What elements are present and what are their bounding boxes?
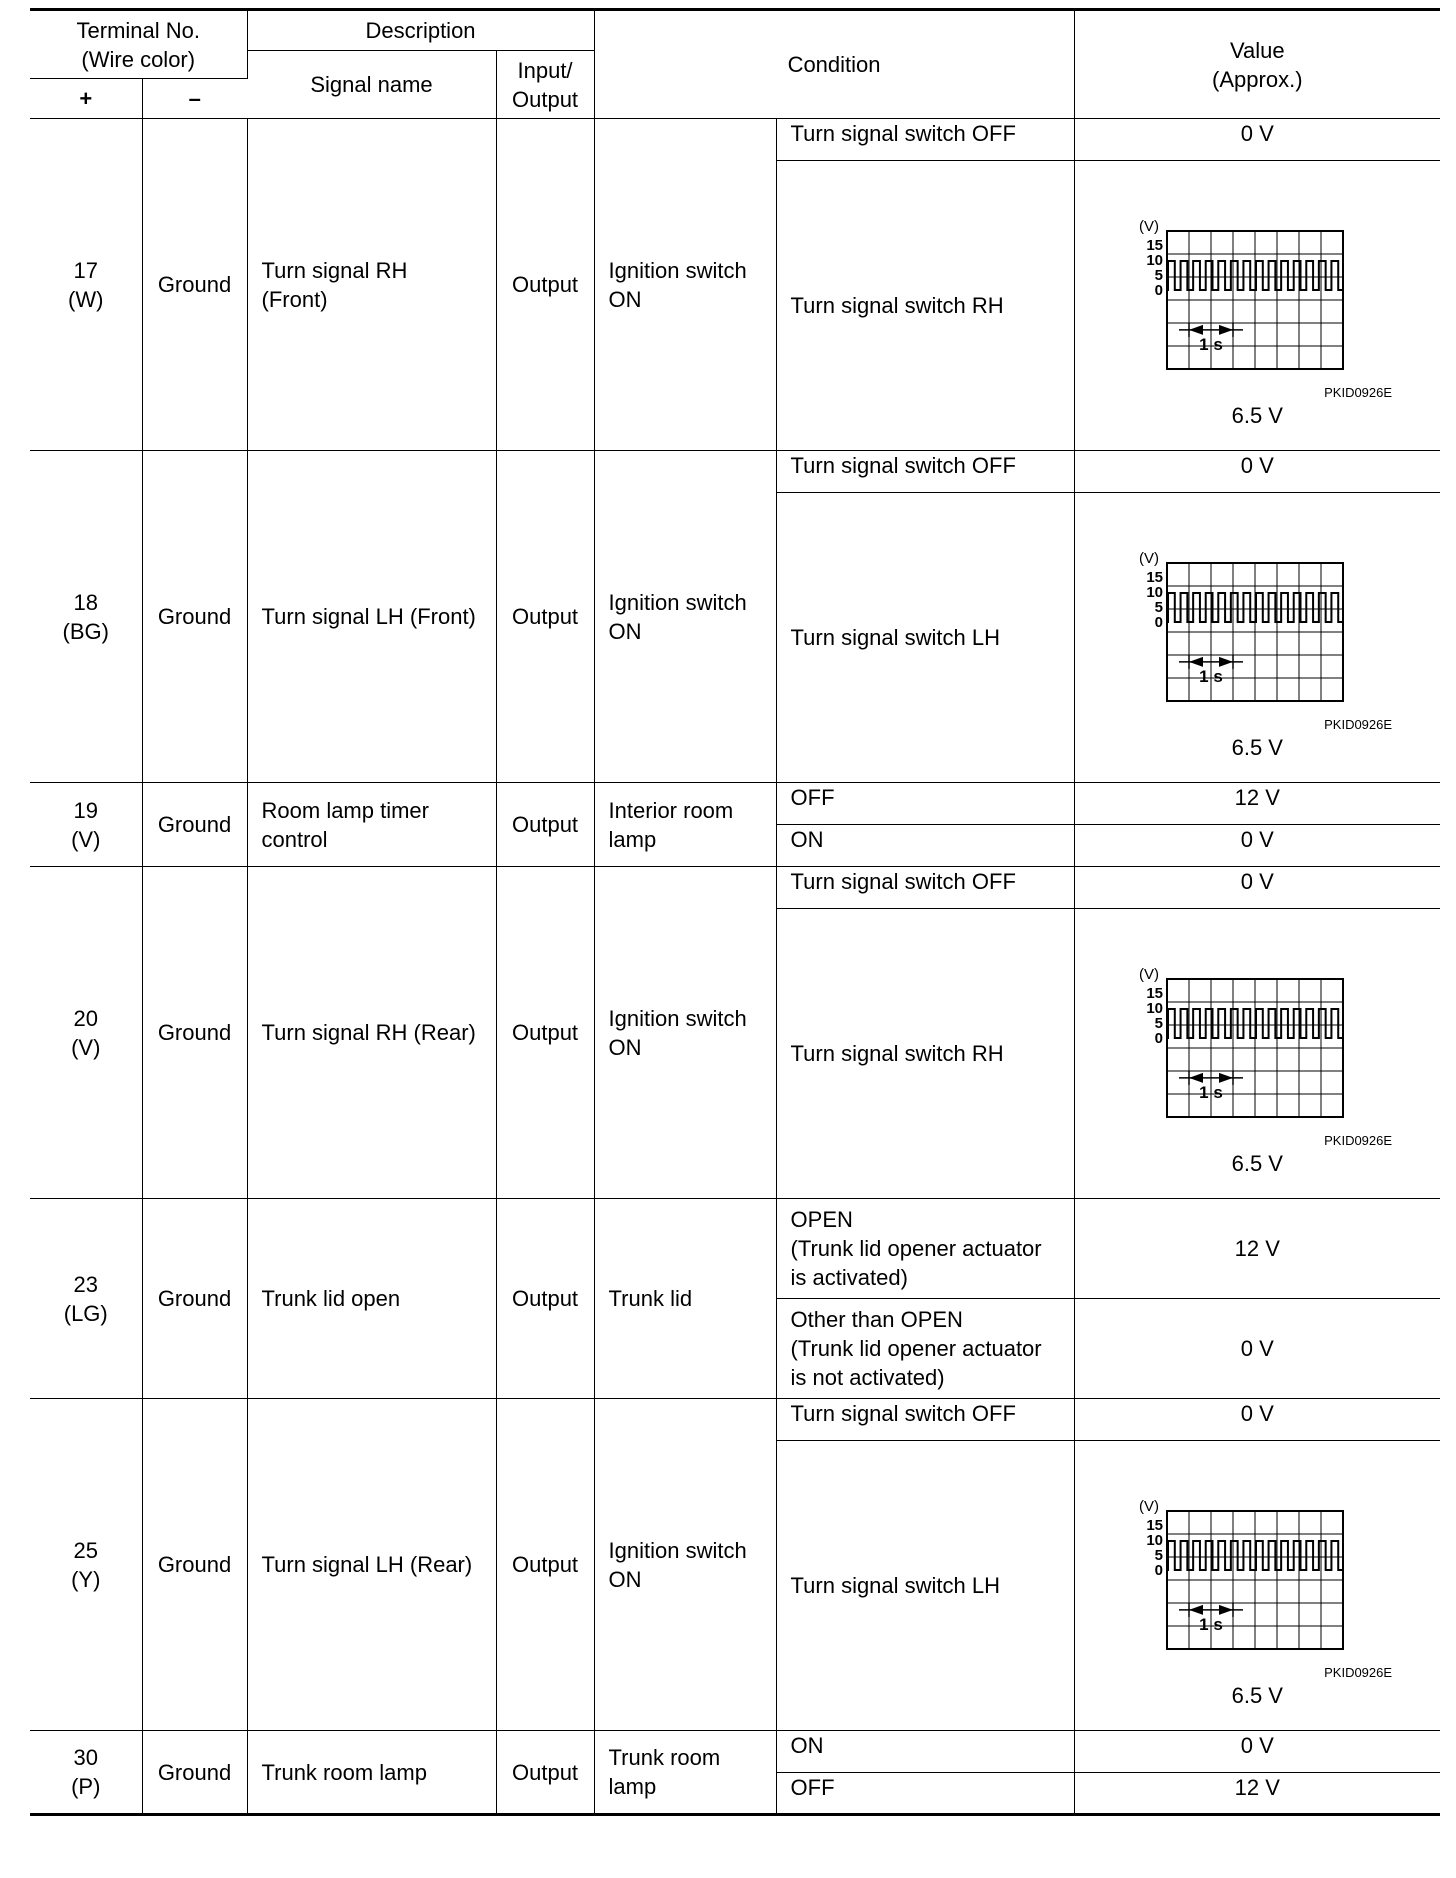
signal-name-line: Turn signal LH (Rear) [261,1552,473,1577]
sub-condition-line: is not activated) [790,1365,945,1390]
sub-condition-cell [776,1773,1074,1815]
waveform-tick-label: 10 [1146,1531,1164,1549]
waveform-unit-label: (V) [1139,549,1160,567]
condition-line: lamp [608,1774,657,1799]
waveform-plot [1137,217,1377,391]
sub-condition-line: Other than OPEN [790,1307,963,1332]
value-text: 6.5 V [1231,734,1283,760]
header-terminal-label: Terminal No. [76,17,200,43]
wire-color: (P) [71,1774,101,1799]
terminal-cell [30,867,142,1199]
waveform-tick-label: 10 [1146,251,1164,269]
sub-condition-line: Turn signal switch OFF [790,1401,1016,1426]
time-scale-label: 1 s [1199,1614,1224,1634]
condition-line: lamp [608,826,657,852]
ground-cell: Ground [142,783,247,867]
condition-cell [594,119,776,451]
signal-name-cell [247,119,496,451]
terminal-cell [30,119,142,451]
header-io: Input/ Output [496,51,594,119]
ground-cell: Ground [142,119,247,451]
header-wire-color-label: (Wire color) [81,46,196,72]
waveform-unit-label: (V) [1139,965,1160,983]
sub-condition-line: ON [790,827,824,852]
io-cell: Output [496,1731,594,1815]
terminal-cell [30,451,142,783]
waveform-grid [1167,979,1343,1117]
figure-code: PKID0926E [1324,384,1393,400]
waveform-figure [1075,513,1441,763]
value-cell: 12 V [1074,1199,1440,1299]
waveform-tick-label: 5 [1154,266,1164,284]
terminal-number: 17 [73,257,98,283]
signal-name-line: Room lamp timer [261,797,429,823]
sub-condition-line: (Trunk lid opener actuator [790,1236,1042,1261]
figure-code: PKID0926E [1324,1664,1393,1680]
condition-cell [594,867,776,1199]
waveform-tick-label: 10 [1146,999,1164,1017]
sub-condition-line: Turn signal switch OFF [790,453,1016,478]
wire-color: (V) [71,826,101,852]
waveform-trace [1167,593,1343,622]
header-minus: – [142,79,247,119]
waveform-tick-label: 15 [1146,984,1164,1002]
value-cell [1074,161,1440,451]
table-row [30,119,1440,161]
sub-condition-cell [776,1399,1074,1441]
table-row [30,1199,1440,1299]
condition-line: Ignition switch [608,1005,747,1031]
value-cell [1074,909,1440,1199]
waveform-plot [1137,1497,1377,1671]
value-cell: 0 V [1074,1399,1440,1441]
wire-color: (BG) [62,618,109,644]
condition-line: Ignition switch [608,257,747,283]
condition-cell [594,451,776,783]
ground-cell: Ground [142,1399,247,1731]
sub-condition-cell [776,1731,1074,1773]
sub-condition-line: OFF [790,1775,835,1800]
signal-name-line: Trunk lid open [261,1286,401,1311]
value-text: 6.5 V [1231,1682,1283,1708]
sub-condition-line: Turn signal switch RH [790,1041,1004,1066]
sub-condition-cell [776,161,1074,451]
waveform-figure [1075,181,1441,431]
time-scale-label: 1 s [1199,334,1224,354]
signal-name-cell [247,1731,496,1815]
condition-cell [594,1199,776,1399]
waveform-tick-label: 5 [1154,1014,1164,1032]
condition-line: ON [608,286,642,312]
waveform-tick-label: 0 [1154,1561,1164,1579]
header-condition: Condition [594,10,1074,119]
table-body [30,119,1440,1815]
value-cell [1074,493,1440,783]
waveform-figure [1075,1461,1441,1711]
waveform-trace [1167,1009,1343,1038]
terminal-cell [30,1199,142,1399]
sub-condition-line: OFF [790,785,835,810]
condition-cell [594,1399,776,1731]
wire-color: (V) [71,1034,101,1060]
value-cell: 0 V [1074,1731,1440,1773]
waveform-trace [1167,261,1343,290]
waveform-tick-label: 15 [1146,1516,1164,1534]
sub-condition-cell [776,451,1074,493]
table-row [30,1731,1440,1773]
signal-name-cell [247,1399,496,1731]
value-text: 6.5 V [1231,1150,1283,1176]
header-description: Description [247,10,594,51]
condition-line: ON [608,1566,642,1592]
terminal-table [30,8,1440,1816]
value-cell: 0 V [1074,451,1440,493]
sub-condition-line: Turn signal switch RH [790,293,1004,318]
waveform-unit-label: (V) [1139,217,1160,235]
waveform-figure [1075,929,1441,1179]
condition-line: Ignition switch [608,1537,747,1563]
signal-name-line: Turn signal RH [261,257,408,283]
signal-name-line: (Front) [261,286,328,312]
wire-color: (W) [68,286,104,312]
value-cell: 0 V [1074,867,1440,909]
signal-name-cell [247,867,496,1199]
signal-name-cell [247,1199,496,1399]
signal-name-line: Turn signal LH (Front) [261,604,476,629]
condition-line: ON [608,618,642,644]
waveform-tick-label: 0 [1154,613,1164,631]
terminal-number: 23 [73,1271,98,1297]
ground-cell: Ground [142,1731,247,1815]
table-row [30,451,1440,493]
value-cell: 12 V [1074,1773,1440,1815]
ground-cell: Ground [142,1199,247,1399]
header-value-label: Value [1229,37,1285,63]
io-cell: Output [496,867,594,1199]
io-cell: Output [496,783,594,867]
condition-line: Trunk room [608,1745,721,1770]
time-scale-label: 1 s [1199,666,1224,686]
sub-condition-cell [776,867,1074,909]
condition-line: Ignition switch [608,589,747,615]
sub-condition-cell [776,119,1074,161]
header-signal-name: Signal name [247,51,496,119]
value-cell [1074,1441,1440,1731]
condition-cell [594,783,776,867]
signal-name-line: Trunk room lamp [261,1759,427,1785]
sub-condition-cell [776,1299,1074,1399]
waveform-grid [1167,1511,1343,1649]
header-value [1074,10,1440,119]
condition-line: Trunk lid [608,1286,693,1311]
terminal-number: 20 [73,1005,98,1031]
waveform-unit-label: (V) [1139,1497,1160,1515]
sub-condition-line: Turn signal switch OFF [790,869,1016,894]
sub-condition-line: Turn signal switch LH [790,1573,1001,1598]
sub-condition-cell [776,493,1074,783]
value-cell: 12 V [1074,783,1440,825]
io-cell: Output [496,1199,594,1399]
io-cell: Output [496,451,594,783]
figure-code: PKID0926E [1324,1132,1393,1148]
waveform-tick-label: 15 [1146,236,1164,254]
io-cell: Output [496,119,594,451]
table-row [30,1399,1440,1441]
sub-condition-line: Turn signal switch OFF [790,121,1016,146]
sub-condition-cell [776,1199,1074,1299]
waveform-tick-label: 5 [1154,1546,1164,1564]
sub-condition-line: (Trunk lid opener actuator [790,1336,1042,1361]
ground-cell: Ground [142,451,247,783]
waveform-grid [1167,231,1343,369]
terminal-cell [30,1399,142,1731]
waveform-tick-label: 0 [1154,281,1164,299]
waveform-tick-label: 10 [1146,583,1164,601]
waveform-plot [1137,965,1377,1139]
signal-name-line: control [261,826,328,852]
table-row [30,783,1440,825]
terminal-cell [30,783,142,867]
terminal-number: 19 [73,797,98,823]
sub-condition-cell [776,783,1074,825]
waveform-tick-label: 15 [1146,568,1164,586]
sub-condition-line: ON [790,1733,824,1758]
condition-line: Interior room [608,797,734,823]
header-approx-label: (Approx.) [1212,66,1303,92]
wire-color: (LG) [63,1300,108,1326]
sub-condition-cell [776,825,1074,867]
terminal-cell [30,1731,142,1815]
sub-condition-cell [776,1441,1074,1731]
io-cell: Output [496,1399,594,1731]
waveform-plot [1137,549,1377,723]
waveform-tick-label: 0 [1154,1029,1164,1047]
terminal-spec-sheet [30,8,1440,1816]
condition-line: ON [608,1034,642,1060]
sub-condition-line: is activated) [790,1265,908,1290]
table-row [30,867,1440,909]
terminal-number: 25 [73,1537,98,1563]
waveform-grid [1167,563,1343,701]
signal-name-cell [247,451,496,783]
sub-condition-line: OPEN [790,1207,853,1232]
waveform-tick-label: 5 [1154,598,1164,616]
header-plus: + [30,79,142,119]
signal-name-cell [247,783,496,867]
value-cell: 0 V [1074,825,1440,867]
wire-color: (Y) [71,1566,101,1592]
terminal-number: 18 [73,589,98,615]
header-terminal-no [30,10,247,79]
figure-code: PKID0926E [1324,716,1393,732]
terminal-number: 30 [73,1745,98,1770]
waveform-trace [1167,1541,1343,1570]
ground-cell: Ground [142,867,247,1199]
value-cell: 0 V [1074,1299,1440,1399]
value-text: 6.5 V [1231,402,1283,428]
time-scale-label: 1 s [1199,1082,1224,1102]
sub-condition-line: Turn signal switch LH [790,625,1001,650]
sub-condition-cell [776,909,1074,1199]
signal-name-line: Turn signal RH (Rear) [261,1020,476,1045]
value-cell: 0 V [1074,119,1440,161]
condition-cell [594,1731,776,1815]
